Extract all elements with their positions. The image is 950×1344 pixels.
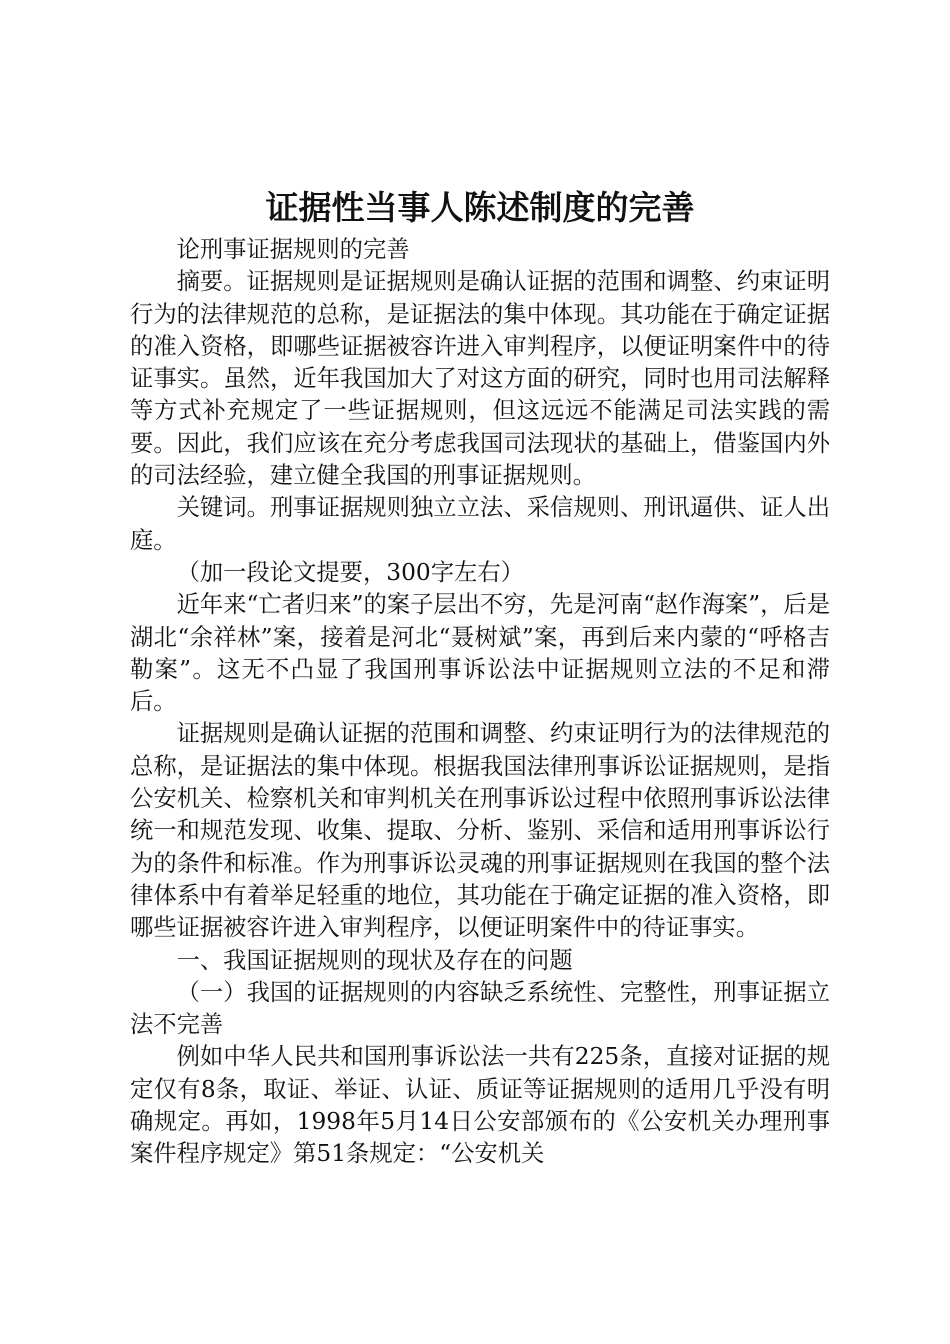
section-heading-1: 一、我国证据规则的现状及存在的问题 <box>176 946 573 974</box>
paragraph-definition: 证据规则是确认证据的范围和调整、约束证明行为的法律规范的总称，是证据法的集中体现。根据我国法律刑事诉讼证据规则，是指公安机关、检察机关和审判机关在刑事诉讼过程中依照刑事诉讼法律统一和规范发现、收集、提取、分析、鉴别、采信和适用刑事诉讼行为的条件和标准。作为刑事诉讼灵魂的刑事证据规则在我国的整个法律体系中有着举足轻重的地位，其功能在于确定证据的准入资格，即哪些证据被容许进入审判程序，以便证明案件中的待证事实。 <box>130 720 830 942</box>
paragraph-subtitle: 论刑事证据规则的完善 <box>176 236 410 263</box>
paragraph-cases: 近年来“亡者归来”的案子层出不穷，先是河南“赵作海案”，后是湖北“余祥林”案，接着是河北“聂树斌”案，再到后来内蒙的“呼格吉勒案”。这无不凸显了我国刑事诉讼法中证据规则立法的不足和滞后。 <box>130 591 830 716</box>
paragraph-example: 例如中华人民共和国刑事诉讼法一共有225条，直接对证据的规定仅有8条，取证、举证、认证、质证等证据规则的适用几乎没有明确规定。再如，1998年5月14日公安部颁布的《公安机关办理刑事案件程序规定》第51条规定：“公安机关 <box>130 1043 830 1168</box>
subsection-heading-1: （一）我国的证据规则的内容缺乏系统性、完整性，刑事证据立法不完善 <box>130 978 830 1039</box>
document-body <box>130 234 830 1171</box>
paragraph-abstract: 摘要。证据规则是证据规则是确认证据的范围和调整、约束证明行为的法律规范的总称，是证据法的集中体现。其功能在于确定证据的准入资格，即哪些证据被容许进入审判程序，以便证明案件中的待证事实。虽然，近年我国加大了对这方面的研究，同时也用司法解释等方式补充规定了一些证据规则，但这远远不能满足司法实践的需要。因此，我们应该在充分考虑我国司法现状的基础上，借鉴国内外的司法经验，建立健全我国的刑事证据规则。 <box>130 268 830 490</box>
paragraph-keywords: 关键词。刑事证据规则独立立法、采信规则、刑讯逼供、证人出庭。 <box>130 494 830 554</box>
document-title: 证据性当事人陈述制度的完善 <box>265 188 695 227</box>
paragraph-note: （加一段论文提要，300字左右） <box>176 558 524 586</box>
document-page <box>130 184 830 1171</box>
